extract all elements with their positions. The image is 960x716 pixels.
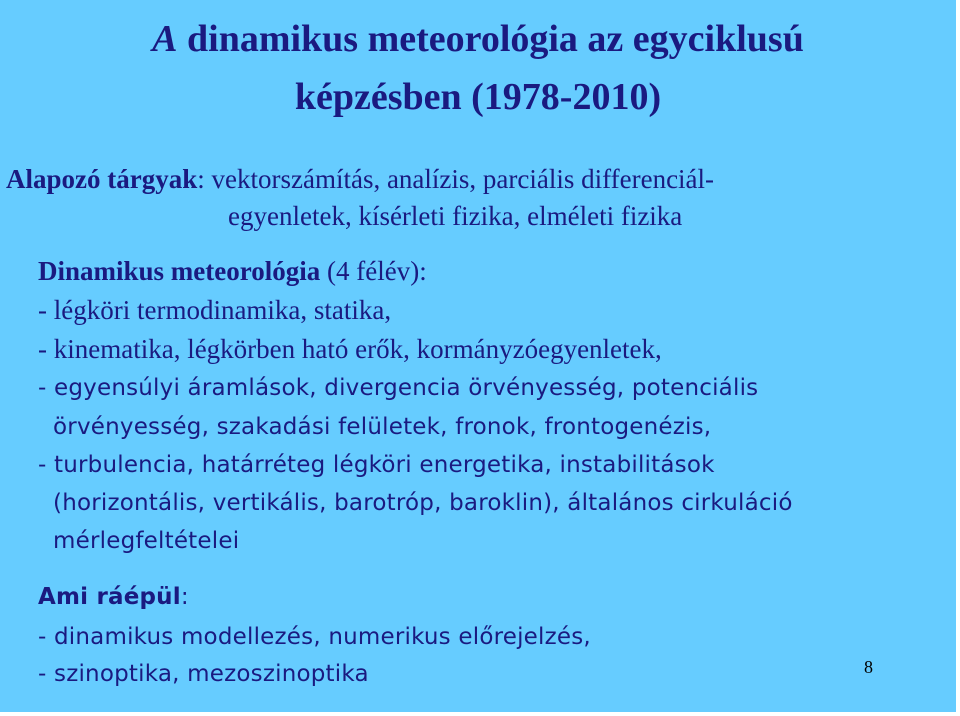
foundation-line-2: egyenletek, kísérleti fizika, elméleti fizika: [228, 201, 683, 231]
builds-on-label-suffix: :: [180, 584, 189, 610]
dynamic-item-4-cont: (horizontális, vertikális, barotróp, baroklin), általános cirkuláció: [38, 490, 793, 516]
foundation-line-1: [6, 166, 714, 193]
dynamic-heading: [38, 258, 427, 285]
dynamic-item-3-cont: örvényesség, szakadási felületek, fronok, frontogenézis,: [38, 414, 712, 440]
title-italic-prefix: A: [152, 18, 178, 60]
page-number: 8: [864, 657, 873, 677]
dynamic-label: Dinamikus meteorológia: [38, 256, 321, 286]
dynamic-item-4: - turbulencia, határréteg légköri energetika, instabilitások: [38, 452, 715, 478]
dynamic-item-4-end: mérlegfeltételei: [38, 528, 240, 554]
slide-title-line-1: [0, 20, 956, 58]
title-line-1-text: dinamikus meteorológia az egyciklusú: [177, 18, 804, 60]
foundation-subjects-1: : vektorszámítás, analízis, parciális differenciál-: [197, 164, 715, 194]
dynamic-item-1: - légköri termodinamika, statika,: [38, 295, 392, 325]
dynamic-item-3: - egyensúlyi áramlások, divergencia örvényesség, potenciális: [38, 375, 759, 401]
dynamic-label-suffix: (4 félév):: [320, 256, 427, 286]
builds-on-label: Ami ráépül: [38, 584, 181, 610]
foundation-label: Alapozó tárgyak: [6, 164, 198, 194]
builds-on-heading: [38, 586, 189, 609]
dynamic-item-2: - kinematika, légkörben ható erők, kormányzóegyenletek,: [38, 334, 662, 364]
slide-title-line-2: képzésben (1978-2010): [294, 76, 662, 118]
builds-on-item-2: - szinoptika, mezoszinoptika: [38, 661, 369, 687]
builds-on-item-1: - dinamikus modellezés, numerikus előrejelzés,: [38, 624, 591, 650]
